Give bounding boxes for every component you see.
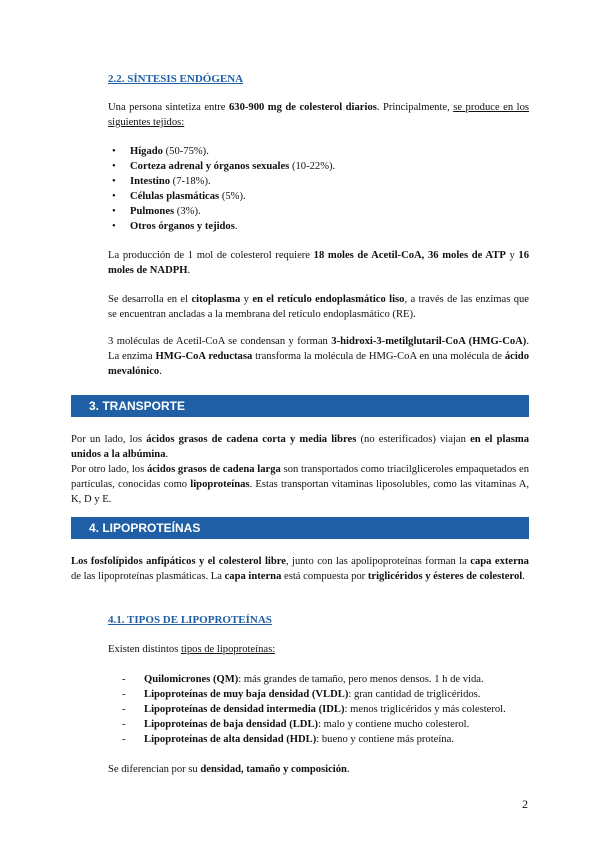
section-4-1-heading: 4.1. TIPOS DE LIPOPROTEÍNAS <box>108 614 272 626</box>
bullet-dot-icon: • <box>112 206 116 217</box>
sec22-paragraph-2: La producción de 1 mol de colesterol requiere 18 moles de Acetil-CoA, 36 moles de ATP y 16 moles de NADPH. <box>108 250 529 276</box>
bullet-dot-icon: • <box>112 221 116 232</box>
sec41-intro: Existen distintos tipos de lipoproteínas: <box>108 644 276 655</box>
bullet-dash-icon: - <box>122 689 126 700</box>
bullet-dash-icon: - <box>122 674 126 685</box>
list-item: • Pulmones (3%). <box>112 206 201 217</box>
section-2-2-heading: 2.2. SÍNTESIS ENDÓGENA <box>108 73 244 85</box>
sec3-paragraph-2: Por otro lado, los ácidos grasos de cadena larga son transportados como triacilgliceroles empaquetados en partículas, conocidas como lipoproteínas. Estas transportan vitaminas liposolubles, como las vitaminas A, K, D y E. <box>71 464 529 505</box>
bullet-dash-icon: - <box>122 734 126 745</box>
tissues-list <box>108 144 528 234</box>
list-item: • Células plasmáticas (5%). <box>112 191 246 202</box>
bullet-dash-icon: - <box>122 719 126 730</box>
sec41-outro: Se diferencian por su densidad, tamaño y composición. <box>108 764 350 775</box>
sec3-paragraph-1: Por un lado, los ácidos grasos de cadena corta y media libres (no esterificados) viajan en el plasma unidos a la albúmina. <box>71 434 529 460</box>
list-item: • Intestino (7-18%). <box>112 176 211 187</box>
bullet-dash-icon: - <box>122 704 126 715</box>
sec22-paragraph-1: Una persona sintetiza entre 630-900 mg de colesterol diarios. Principalmente, se produce en los siguientes tejidos: <box>108 102 529 128</box>
list-item: - Lipoproteínas de muy baja densidad (VLDL): gran cantidad de triglicéridos. <box>122 689 481 700</box>
sec22-paragraph-4: 3 moléculas de Acetil-CoA se condensan y forman 3-hidroxi-3-metilglutaril-CoA (HMG-CoA). La enzima HMG-CoA reductasa transforma la molécula de HMG-CoA en una molécula de ácido mevalónico. <box>108 336 529 377</box>
bullet-dot-icon: • <box>112 176 116 187</box>
bullet-dot-icon: • <box>112 161 116 172</box>
list-item: - Lipoproteínas de baja densidad (LDL): malo y contiene mucho colesterol. <box>122 719 470 730</box>
section-4-heading: 4. LIPOPROTEÍNAS <box>71 517 529 539</box>
list-item: • Hígado (50-75%). <box>112 146 209 157</box>
sec22-paragraph-3: Se desarrolla en el citoplasma y en el retículo endoplasmático liso, a través de las enzimas que se encuentran ancladas a la membrana del retículo endoplasmático (RE). <box>108 294 529 320</box>
list-item: • Corteza adrenal y órganos sexuales (10-22%). <box>112 161 336 172</box>
sec4-paragraph-1: Los fosfolípidos anfipáticos y el colesterol libre, junto con las apolipoproteínas forman la capa externa de las lipoproteínas plasmáticas. La capa interna está compuesta por triglicéridos y ésteres de colesterol. <box>71 556 529 582</box>
bullet-dot-icon: • <box>112 191 116 202</box>
lipoprotein-types-list <box>118 672 529 747</box>
bullet-dot-icon: • <box>112 146 116 157</box>
page-number: 2 <box>522 797 528 811</box>
list-item: • Otros órganos y tejidos. <box>112 221 238 232</box>
list-item: - Quilomicrones (QM): más grandes de tamaño, pero menos densos. 1 h de vida. <box>122 674 484 685</box>
list-item: - Lipoproteínas de densidad intermedia (IDL): menos triglicéridos y más colesterol. <box>122 704 506 715</box>
list-item: - Lipoproteínas de alta densidad (HDL): bueno y contiene más proteína. <box>122 734 454 745</box>
section-3-heading: 3. TRANSPORTE <box>71 395 529 417</box>
